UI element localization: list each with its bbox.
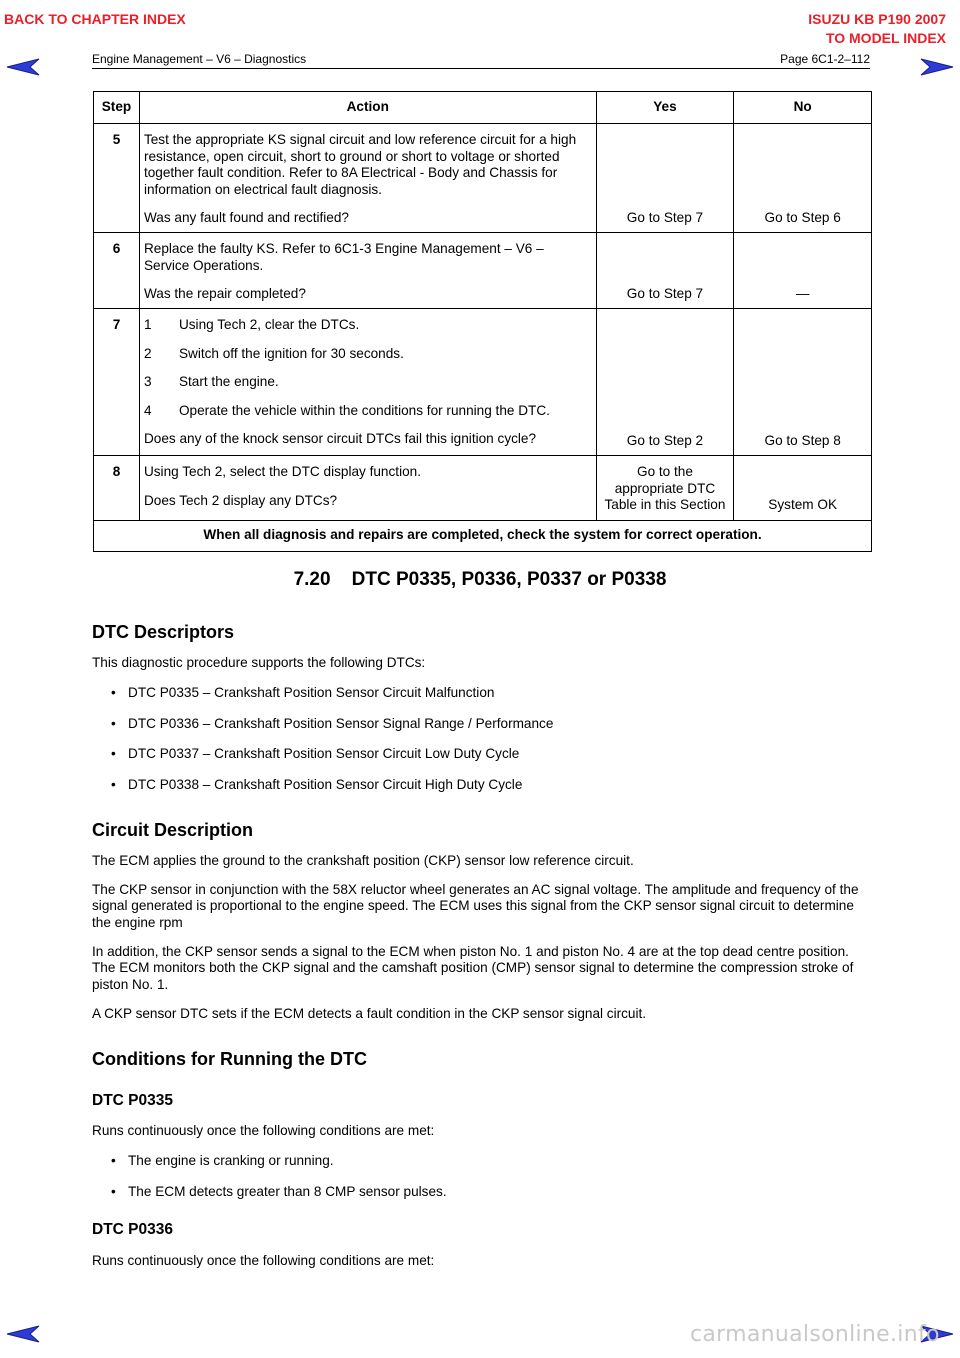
no-result: Go to Step 6 xyxy=(764,209,841,225)
circuit-paragraph: A CKP sensor DTC sets if the ECM detects a fault condition in the CKP sensor signal circuit. xyxy=(92,1006,647,1021)
previous-page-arrow-bottom-icon[interactable] xyxy=(6,1325,40,1343)
table-footer-note: When all diagnosis and repairs are completed, check the system for correct operation. xyxy=(94,520,872,551)
col-header-action: Action xyxy=(139,92,596,124)
model-title-link[interactable]: ISUZU KB P190 2007 xyxy=(808,11,946,27)
next-page-arrow-icon[interactable] xyxy=(920,58,954,76)
numbered-step: 1 Using Tech 2, clear the DTCs. xyxy=(143,317,360,332)
step-number: 6 xyxy=(112,241,121,256)
action-question: Was any fault found and rectified? xyxy=(143,210,349,225)
dtc-p0335-intro: Runs continuously once the following conditions are met: xyxy=(92,1123,435,1138)
table-footer-row xyxy=(94,520,872,551)
dtc-p0335-heading: DTC P0335 xyxy=(92,1092,173,1109)
dtc-descriptors-heading: DTC Descriptors xyxy=(92,622,235,642)
header-title: Engine Management – V6 – Diagnostics xyxy=(92,52,307,66)
action-question: Does Tech 2 display any DTCs? xyxy=(143,492,338,508)
to-model-index-link[interactable]: TO MODEL INDEX xyxy=(825,30,946,46)
header-rule xyxy=(92,68,870,69)
list-item: • DTC P0336 – Crankshaft Position Sensor Signal Range / Performance xyxy=(111,716,554,731)
dtc-p0336-intro: Runs continuously once the following conditions are met: xyxy=(92,1253,435,1268)
back-to-chapter-index-link[interactable]: BACK TO CHAPTER INDEX xyxy=(4,11,186,27)
table-row xyxy=(94,124,872,233)
no-result: — xyxy=(795,285,810,301)
list-item: • The engine is cranking or running. xyxy=(111,1153,334,1168)
previous-page-arrow-icon[interactable] xyxy=(6,58,40,76)
numbered-step: 4 Operate the vehicle within the conditions for running the DTC. xyxy=(143,402,550,418)
circuit-paragraph: In addition, the CKP sensor sends a signal to the ECM when piston No. 1 and piston No. 4 are at the top dead centre position. The ECM monitors both the CKP signal and the camshaft position (CMP) sensor signal to determine the compression stroke of piston No. 1. xyxy=(92,944,854,992)
step-number: 7 xyxy=(112,317,121,332)
col-header-no: No xyxy=(734,92,872,124)
dtc-p0336-heading: DTC P0336 xyxy=(92,1221,173,1238)
list-item: • DTC P0338 – Crankshaft Position Sensor Circuit High Duty Cycle xyxy=(111,777,523,792)
step-number: 8 xyxy=(112,464,121,479)
circuit-paragraph: The CKP sensor in conjunction with the 58X reluctor wheel generates an AC signal voltage. The amplitude and frequency of the signal generated is proportional to the engine speed. The ECM uses this signal from the CKP sensor signal circuit to determine the engine rpm xyxy=(92,882,859,930)
page-number: Page 6C1-2–112 xyxy=(780,52,870,66)
circuit-paragraph: The ECM applies the ground to the crankshaft position (CKP) sensor low reference circuit. xyxy=(92,853,634,868)
col-header-step: Step xyxy=(94,92,140,124)
step-number: 5 xyxy=(112,132,121,147)
conditions-heading: Conditions for Running the DTC xyxy=(92,1049,367,1069)
no-result: System OK xyxy=(768,497,838,512)
yes-result: Go to the appropriate DTC Table in this Section xyxy=(604,464,726,512)
action-question: Does any of the knock sensor circuit DTCs fail this ignition cycle? xyxy=(143,431,537,446)
action-text: Test the appropriate KS signal circuit and low reference circuit for a high resistance, open circuit, short to ground or short to voltage or shorted together fault condition. Refer to 8A Electrical - Body and Chassis for information on electrical fault diagnosis. xyxy=(143,132,577,197)
list-item: • DTC P0335 – Crankshaft Position Sensor Circuit Malfunction xyxy=(111,685,495,700)
dtc-descriptors-intro: This diagnostic procedure supports the following DTCs: xyxy=(92,655,426,670)
action-text: Using Tech 2, select the DTC display function. xyxy=(143,464,421,479)
table-row xyxy=(94,309,872,456)
yes-result: Go to Step 7 xyxy=(626,209,704,225)
no-result: Go to Step 8 xyxy=(764,432,841,448)
circuit-description-heading: Circuit Description xyxy=(92,820,254,840)
numbered-step: 2 Switch off the ignition for 30 seconds. xyxy=(143,345,404,361)
diagnostic-steps-table xyxy=(93,91,872,552)
table-row xyxy=(94,456,872,521)
yes-result: Go to Step 7 xyxy=(626,285,704,301)
watermark: carmanualsonline.info xyxy=(690,1322,940,1347)
yes-result: Go to Step 2 xyxy=(626,432,704,448)
numbered-step: 3 Start the engine. xyxy=(143,374,279,389)
action-text: Replace the faulty KS. Refer to 6C1-3 Engine Management – V6 – Service Operations. xyxy=(143,241,544,273)
table-header-row xyxy=(94,92,872,124)
section-title: 7.20 DTC P0335, P0336, P0337 or P0338 xyxy=(293,569,667,590)
action-question: Was the repair completed? xyxy=(143,286,306,301)
list-item: • The ECM detects greater than 8 CMP sensor pulses. xyxy=(111,1184,447,1199)
table-row xyxy=(94,233,872,309)
col-header-yes: Yes xyxy=(596,92,734,124)
list-item: • DTC P0337 – Crankshaft Position Sensor Circuit Low Duty Cycle xyxy=(111,746,520,761)
